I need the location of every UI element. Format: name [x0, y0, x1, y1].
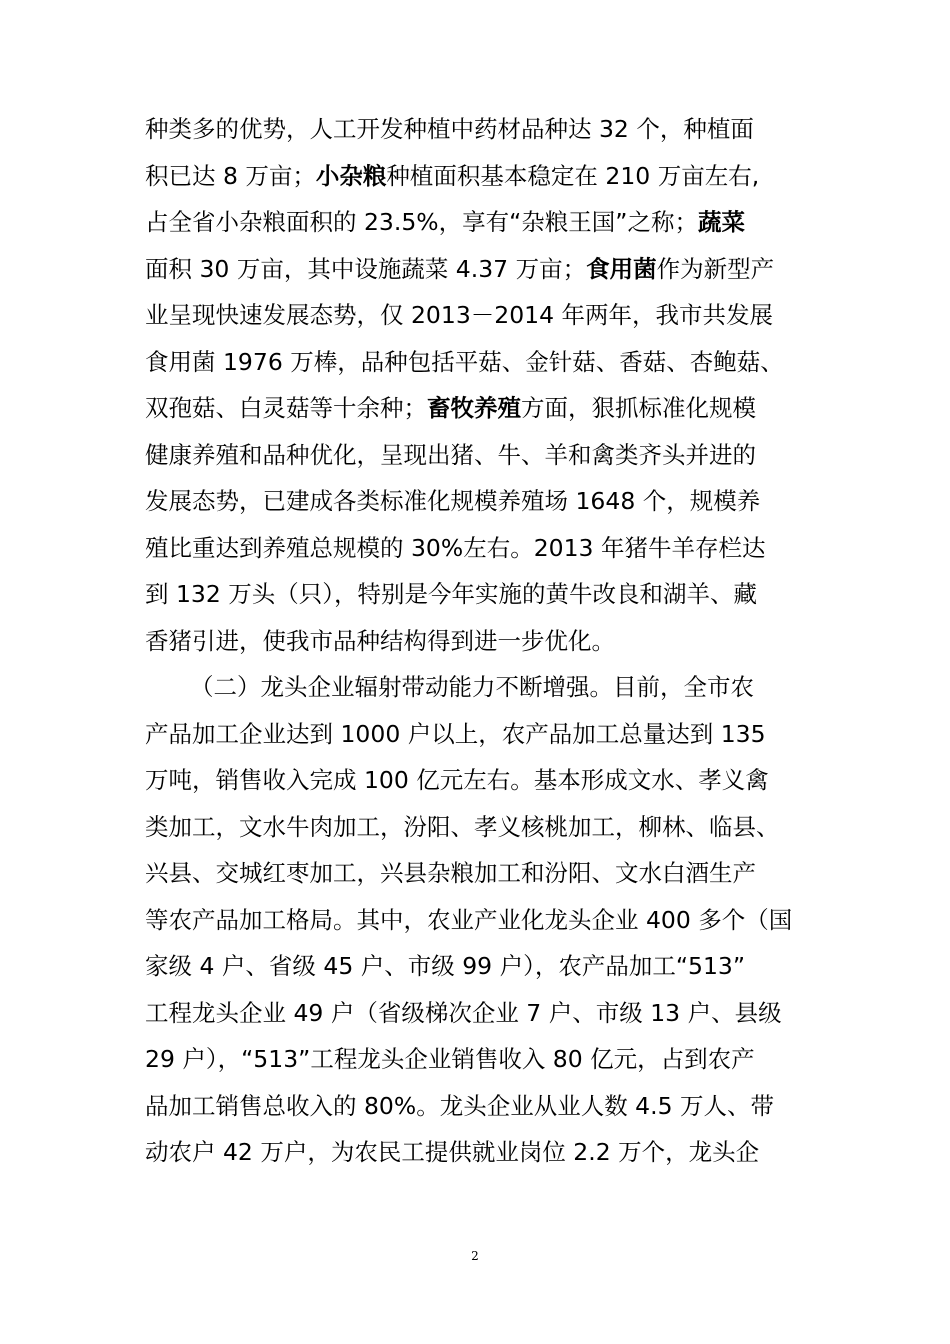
text-segment: 类加工，文水牛肉加工，汾阳、孝义核桃加工，柳林、临县、: [145, 812, 780, 841]
text-segment: 产品加工企业达到 1000 户以上，农产品加工总量达到 135: [145, 719, 766, 748]
text-segment: 香猪引进，使我市品种结构得到进一步优化。: [145, 626, 615, 655]
page-number: 2: [471, 1249, 479, 1263]
text-segment: 业呈现快速发展态势，仅 2013－2014 年两年，我市共发展: [145, 301, 774, 329]
text-line: [145, 1129, 810, 1175]
text-line: [145, 339, 810, 385]
text-line: [145, 990, 810, 1036]
text-segment: 面积 30 万亩，其中设施蔬菜 4.37 万亩；: [145, 254, 587, 283]
text-line: [145, 571, 810, 617]
text-line: [145, 757, 810, 803]
text-segment: 兴县、交城红枣加工，兴县杂粮加工和汾阳、文水白酒生产: [145, 859, 756, 887]
text-line: [145, 432, 810, 478]
text-line: [145, 246, 810, 292]
text-segment: 动农户 42 万户，为农民工提供就业岗位 2.2 万个，龙头企: [145, 1138, 760, 1166]
text-segment: （二）龙头企业辐射带动能力不断增强。目前，全市农: [190, 673, 754, 701]
text-line: [145, 525, 810, 571]
text-segment: 品加工销售总收入的 80%。龙头企业从业人数 4.5 万人、带: [145, 1091, 775, 1120]
text-segment: 种植面积基本稳定在 210 万亩左右,: [386, 161, 760, 190]
text-line: [145, 1083, 810, 1129]
text-segment: 双孢菇、白灵菇等十余种；: [145, 394, 427, 422]
text-segment: 等农产品加工格局。其中，农业产业化龙头企业 400 多个（国: [145, 905, 793, 934]
text-line: [145, 292, 810, 338]
text-line: [145, 478, 810, 524]
text-line: [145, 153, 810, 199]
text-segment: 殖比重达到养殖总规模的 30%左右。2013 年猪牛羊存栏达: [145, 533, 766, 562]
text-line: [145, 106, 810, 152]
bold-keyword: 小杂粮: [315, 161, 387, 190]
text-segment: 工程龙头企业 49 户（省级梯次企业 7 户、市级 13 户、县级: [145, 998, 782, 1027]
text-line: [145, 711, 810, 757]
text-segment: 作为新型产: [656, 254, 775, 283]
text-segment: 占全省小杂粮面积的 23.5%，享有“杂粮王国”之称；: [145, 208, 698, 236]
text-segment: 发展态势，已建成各类标准化规模养殖场 1648 个，规模养: [145, 487, 761, 515]
text-line: [145, 897, 810, 943]
text-line: [145, 850, 810, 896]
text-line: [145, 618, 810, 664]
text-segment: 种类多的优势，人工开发种植中药材品种达 32 个，种植面: [145, 115, 754, 143]
text-segment: 积已达 8 万亩；: [145, 161, 316, 190]
text-line: [145, 804, 810, 850]
text-segment: 健康养殖和品种优化，呈现出猪、牛、羊和禽类齐头并进的: [145, 440, 756, 469]
bold-keyword: 畜牧养殖: [427, 394, 521, 422]
text-line: [145, 943, 810, 989]
text-line: [190, 664, 810, 710]
text-line: [145, 1036, 810, 1082]
text-segment: 到 132 万头（只），特别是今年实施的黄牛改良和湖羊、藏: [145, 580, 758, 608]
text-segment: 方面，狠抓标准化规模: [521, 394, 756, 422]
text-line: [145, 199, 810, 245]
text-segment: 万吨，销售收入完成 100 亿元左右。基本形成文水、孝义禽: [145, 766, 769, 794]
text-segment: 食用菌 1976 万棒，品种包括平菇、金针菇、香菇、杏鲍菇、: [145, 347, 784, 376]
text-segment: 家级 4 户、省级 45 户、市级 99 户），农产品加工“513”: [145, 952, 746, 980]
text-line: [145, 385, 810, 431]
text-segment: 29 户），“513”工程龙头企业销售收入 80 亿元，占到农产: [145, 1045, 755, 1073]
bold-keyword: 蔬菜: [697, 208, 745, 236]
bold-keyword: 食用菌: [586, 254, 657, 283]
